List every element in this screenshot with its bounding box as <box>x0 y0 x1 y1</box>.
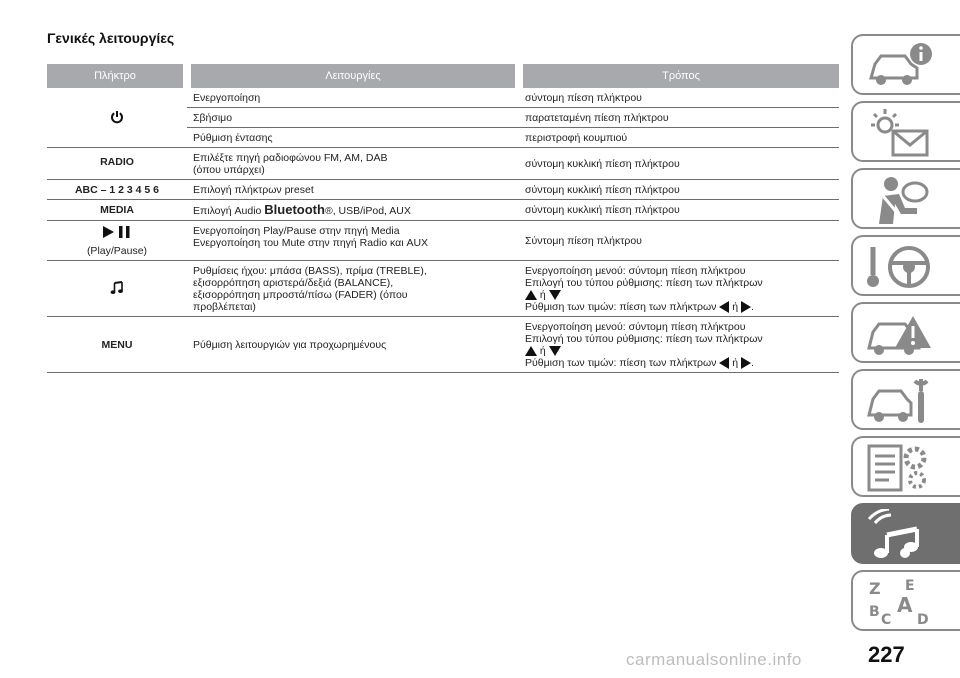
table-header-row <box>47 64 839 88</box>
function-line: Ενεργοποίηση του Mute στην πηγή Radio και AUX <box>193 237 429 249</box>
media-function-suffix: ®, USB/iPod, AUX <box>324 205 411 217</box>
mode-cell: σύντομη πίεση πλήκτρου <box>519 88 839 108</box>
function-cell: Ρύθμιση έντασης <box>187 128 519 148</box>
table-row <box>47 221 839 261</box>
play-pause-icon <box>101 225 133 239</box>
table-row <box>47 180 839 200</box>
audio-key-cell <box>47 261 187 317</box>
mode-line: Ρύθμιση των τιμών: πίεση των πλήκτρων ή . <box>525 357 754 370</box>
tab-car-info[interactable] <box>851 34 960 95</box>
svg-text:B: B <box>869 604 880 620</box>
right-arrow-icon <box>741 301 751 313</box>
table-row <box>47 148 839 180</box>
function-cell: Ενεργοποίηση <box>187 88 519 108</box>
mode-cell: σύντομη κυκλική πίεση πλήκτρου <box>519 200 839 221</box>
down-arrow-icon <box>549 346 561 356</box>
index-icon <box>865 576 933 628</box>
mode-cell <box>519 317 839 373</box>
svg-text:A: A <box>897 593 913 617</box>
mode-text: Ρύθμιση των τιμών: πίεση των πλήκτρων <box>525 357 717 370</box>
play-pause-key-cell <box>47 221 187 261</box>
mode-cell: σύντομη κυκλική πίεση πλήκτρου <box>519 148 839 180</box>
tab-multimedia[interactable] <box>851 503 960 564</box>
power-icon <box>110 110 124 124</box>
function-cell: Σβήσιμο <box>187 108 519 128</box>
function-line: Ενεργοποίηση Play/Pause στην πηγή Media <box>193 225 400 237</box>
warning-lights-icon <box>865 107 933 159</box>
mode-line: Ενεργοποίηση μενού: σύντομη πίεση πλήκτρου <box>525 321 746 334</box>
function-cell: Ρύθμιση λειτουργιών για προχωρημένους <box>187 317 519 373</box>
up-arrow-icon <box>525 290 537 300</box>
or-label: ή <box>539 289 546 301</box>
driving-icon <box>865 241 933 293</box>
general-functions-table <box>47 64 839 373</box>
left-arrow-icon <box>719 301 729 313</box>
tab-warning-lights[interactable] <box>851 101 960 162</box>
play-pause-key-label: (Play/Pause) <box>86 245 148 257</box>
tab-emergency[interactable] <box>851 302 960 363</box>
safety-icon <box>865 174 933 226</box>
preset-key-cell: ABC – 1 2 3 4 5 6 <box>47 180 187 200</box>
or-label: ή <box>732 357 739 370</box>
maintenance-icon <box>865 375 933 427</box>
function-cell: Επιλογή πλήκτρων preset <box>187 180 519 200</box>
tab-safety[interactable] <box>851 168 960 229</box>
mode-line: Ρύθμιση των τιμών: πίεση των πλήκτρων ή . <box>525 301 754 313</box>
emergency-icon <box>865 308 933 360</box>
function-cell <box>187 200 519 221</box>
menu-key-cell: MENU <box>47 317 187 373</box>
mode-cell: Σύντομη πίεση πλήκτρου <box>519 221 839 261</box>
music-note-icon <box>110 281 124 295</box>
mode-cell <box>519 261 839 317</box>
or-label: ή <box>732 301 739 313</box>
function-cell <box>187 221 519 261</box>
function-cell: Επιλέξτε πηγή ραδιοφώνου FM, AM, DAB (όπου υπάρχει) <box>187 148 519 180</box>
mode-line: Επιλογή του τύπου ρύθμισης: πίεση των πλήκτρων <box>525 333 763 346</box>
table-row <box>47 200 839 221</box>
tab-maintenance[interactable] <box>851 369 960 430</box>
radio-key-cell: RADIO <box>47 148 187 180</box>
power-key-cell <box>47 88 187 148</box>
svg-text:Z: Z <box>869 579 881 598</box>
multimedia-icon <box>865 509 933 561</box>
tab-driving[interactable] <box>851 235 960 296</box>
media-key-cell: MEDIA <box>47 200 187 221</box>
updown-keys <box>525 345 835 357</box>
bluetooth-label: Bluetooth <box>264 202 325 217</box>
page-number: 227 <box>868 642 905 667</box>
technical-data-icon <box>865 442 933 494</box>
updown-keys <box>525 289 835 301</box>
mode-line: Ενεργοποίηση μενού: σύντομη πίεση πλήκτρου <box>525 265 746 277</box>
tab-technical-data[interactable] <box>851 436 960 497</box>
mode-cell: περιστροφή κουμπιού <box>519 128 839 148</box>
watermark: carmanualsonline.info <box>626 650 802 669</box>
media-function-prefix: Επιλογή Audio <box>193 205 262 217</box>
or-label: ή <box>539 345 546 358</box>
left-arrow-icon <box>719 357 729 369</box>
mode-cell: σύντομη κυκλική πίεση πλήκτρου <box>519 180 839 200</box>
tab-index[interactable] <box>851 570 960 631</box>
mode-line: Επιλογή του τύπου ρύθμισης: πίεση των πλήκτρων <box>525 277 763 289</box>
function-cell: Ρυθμίσεις ήχου: μπάσα (BASS), πρίμα (TREBLE), εξισορρόπηση αριστερά/δεξιά (BALANCE), εξισορρόπηση μπροστά/πίσω (FADER) (όπου προβλέπεται) <box>187 261 519 317</box>
column-header-function: Λειτουργίες <box>187 64 519 88</box>
mode-text: Ρύθμιση των τιμών: πίεση των πλήκτρων <box>525 301 717 313</box>
svg-text:E: E <box>905 578 915 594</box>
column-header-mode: Τρόπος <box>519 64 839 88</box>
right-arrow-icon <box>741 357 751 369</box>
up-arrow-icon <box>525 346 537 356</box>
mode-cell: παρατεταμένη πίεση πλήκτρου <box>519 108 839 128</box>
table-row <box>47 88 839 108</box>
section-title: Γενικές λειτουργίες <box>47 30 175 46</box>
car-info-icon <box>865 40 933 92</box>
column-header-key: Πλήκτρο <box>47 64 187 88</box>
table-row <box>47 261 839 317</box>
chapter-tabs <box>851 34 960 637</box>
down-arrow-icon <box>549 290 561 300</box>
svg-text:C: C <box>881 612 892 628</box>
svg-text:D: D <box>917 612 929 628</box>
table-row <box>47 317 839 373</box>
